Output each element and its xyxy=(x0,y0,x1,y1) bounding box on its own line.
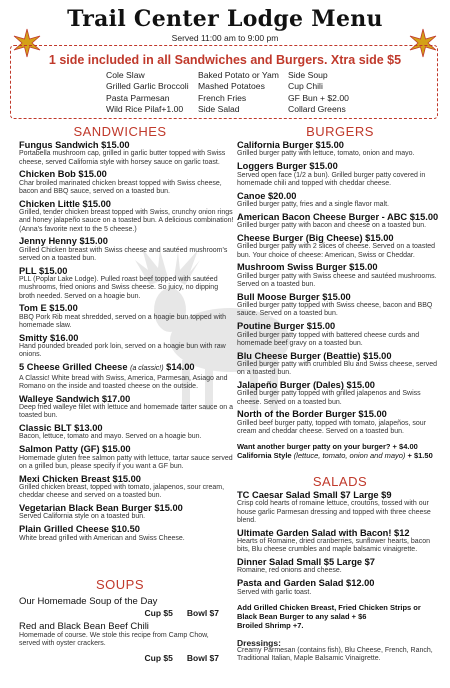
sandwiches-list xyxy=(19,140,234,545)
side-item: Collard Greens xyxy=(288,103,346,114)
dressings-list: Creamy Parmesan (contains fish), Blu Cheese, French, Ranch, Traditional Italian, Maple Balsamic Vinaigrette. xyxy=(237,647,433,663)
item-name xyxy=(19,362,234,374)
list-item xyxy=(19,333,234,360)
item-description: White bread grilled with American and Swiss Cheese. xyxy=(19,534,185,542)
item-description: Homemade gluten free salmon patty with lettuce, tartar sauce served on a grilled bun, please specify if you want a GF bun. xyxy=(19,454,233,470)
list-item xyxy=(19,503,234,522)
item-description: Hand pounded breaded pork loin, served on a hoagie bun with raw onions. xyxy=(19,343,226,359)
soups-list xyxy=(19,597,219,665)
cup-price: Cup $5 xyxy=(144,608,173,619)
item-description: PLL (Poplar Lake Lodge). Pulled roast beef topped with sautéed mushrooms, fried onions and Swiss cheese. So juicy, no dipping broth needed. Served on a hoagie bun. xyxy=(19,276,219,300)
list-item xyxy=(19,140,234,167)
item-description: Char broiled marinated chicken breast topped with Swiss cheese, bacon and BBQ sauce, served on a toasted bun. xyxy=(19,179,222,196)
list-item xyxy=(237,321,442,348)
item-description: Grilled burger patty topped with battered cheese curds and homemade beef gravy on a toasted bun. xyxy=(237,331,420,347)
side-item: Wild Rice Pilaf+1.00 xyxy=(106,103,184,114)
list-item xyxy=(19,474,234,501)
item-description: Grilled beef burger patty, topped with tomato, jalapeños, sour cream and cheddar cheese. Served on a toasted bun. xyxy=(237,419,426,436)
salads-header: SALADS xyxy=(312,474,368,489)
item-name: PLL $15.00 xyxy=(19,265,68,276)
item-name-text: 5 Cheese Grilled Cheese xyxy=(19,362,128,373)
list-item xyxy=(237,557,442,576)
list-item xyxy=(19,597,219,618)
sides-column-2 xyxy=(198,70,279,115)
item-name: Vegetarian Black Bean Burger $15.00 xyxy=(19,503,183,514)
side-item: GF Bun + $2.00 xyxy=(288,92,349,103)
item-name: Smitty $16.00 xyxy=(19,332,79,343)
sandwiches-header: SANDWICHES xyxy=(73,124,167,139)
item-name: Dinner Salad Small $5 Large $7 xyxy=(237,557,375,568)
item-name: Tom E $15.00 xyxy=(19,303,78,314)
addon-detail: (lettuce, tomato, onion and mayo) xyxy=(293,451,406,461)
list-item xyxy=(19,524,234,543)
side-item: French Fries xyxy=(198,92,247,103)
list-item xyxy=(237,351,442,378)
item-description: Deep fried walleye fillet with lettuce and homemade tarter sauce on a toasted bun. xyxy=(19,404,234,420)
list-item xyxy=(237,262,442,289)
side-item: Mashed Potatoes xyxy=(198,81,265,92)
item-name: Bull Moose Burger $15.00 xyxy=(237,291,351,302)
list-item xyxy=(237,578,442,597)
side-item: Grilled Garlic Broccoli xyxy=(106,81,189,92)
item-description: Romaine, red onions and cheese. xyxy=(237,567,342,575)
list-item xyxy=(237,140,442,159)
dressings-title: Dressings: xyxy=(237,637,281,648)
item-name: TC Caesar Salad Small $7 Large $9 xyxy=(237,490,392,500)
item-name: Our Homemade Soup of the Day xyxy=(19,596,158,607)
salad-addon xyxy=(237,603,442,630)
list-item xyxy=(237,191,442,210)
item-name: Jenny Henny $15.00 xyxy=(19,236,108,247)
list-item xyxy=(19,236,234,263)
item-description: Served California style on a toasted bun. xyxy=(19,513,146,521)
list-item xyxy=(237,292,442,319)
list-item xyxy=(237,161,442,188)
list-item xyxy=(19,622,219,663)
side-item: Cole Slaw xyxy=(106,70,145,80)
list-item xyxy=(19,169,234,196)
menu-hours: Served 11:00 am to 9:00 pm xyxy=(171,33,279,43)
item-description: Grilled burger patty with lettuce, tomato, onion and mayo. xyxy=(237,150,415,158)
item-description: Homemade of course. We stole this recipe from Camp Chow, served with oyster crackers. xyxy=(19,632,209,648)
item-name: Canoe $20.00 xyxy=(237,190,297,201)
item-name: California Burger $15.00 xyxy=(237,140,344,150)
item-description: Grilled burger patty, fries and a single flavor malt. xyxy=(237,201,389,209)
item-name: Blu Cheese Burger (Beattie) $15.00 xyxy=(237,350,392,361)
sides-column-3 xyxy=(288,70,349,115)
list-item xyxy=(19,199,234,234)
item-name: Chicken Bob $15.00 xyxy=(19,169,107,180)
item-name: Mexi Chicken Breast $15.00 xyxy=(19,473,141,484)
list-item xyxy=(237,490,442,525)
extra-patty-addon: Want another burger patty on your burger? + $4.00 xyxy=(237,442,418,452)
item-name: American Bacon Cheese Burger - ABC $15.00 xyxy=(237,211,439,222)
item-name: North of the Border Burger $15.00 xyxy=(237,409,387,420)
item-description: Hearts of Romaine, dried cranberries, sunflower hearts, bacon bits, Blu cheese crumbles and maple balsamic vinaigrette. xyxy=(237,538,430,554)
item-name: Cheese Burger (Big Cheese) $15.00 xyxy=(237,233,394,244)
list-item xyxy=(237,233,442,260)
salad-protein-addon: Add Grilled Chicken Breast, Fried Chicken Strips or Black Bean Burger to any salad + $6 xyxy=(237,602,421,621)
list-item xyxy=(237,380,442,407)
list-item xyxy=(19,423,234,442)
side-item: Side Salad xyxy=(198,103,240,114)
menu-title: Trail Center Lodge Menu xyxy=(67,6,383,32)
list-item xyxy=(19,444,234,471)
item-name: Mushroom Swiss Burger $15.00 xyxy=(237,262,378,273)
california-style-addon xyxy=(237,451,442,460)
burgers-list xyxy=(237,140,442,460)
item-name: Plain Grilled Cheese $10.50 xyxy=(19,524,140,535)
list-item xyxy=(19,266,234,301)
item-name: Jalapeño Burger (Dales) $15.00 xyxy=(237,380,375,391)
burger-addons xyxy=(237,442,442,460)
sides-headline: 1 side included in all Sandwiches and Burgers. Xtra side $5 xyxy=(48,53,402,67)
item-name: Walleye Sandwich $17.00 xyxy=(19,393,131,404)
cup-price: Cup $5 xyxy=(144,653,173,664)
item-note: (a classic!) xyxy=(130,365,164,373)
soup-prices xyxy=(19,609,219,617)
list-item xyxy=(237,409,442,436)
list-item xyxy=(19,303,234,330)
item-description: Grilled burger patty with crumbled Blu and Swiss cheese, served on a toasted bun. xyxy=(237,361,437,377)
item-description: Served with garlic toast. xyxy=(237,588,312,596)
item-description: Bacon, lettuce, tomato and mayo. Served on a hoagie bun. xyxy=(19,433,202,441)
burgers-header: BURGERS xyxy=(306,124,374,139)
item-description: Crisp cold hearts of romaine lettuce, croutons, tossed with our house garlic Parmesan dressing and topped with three cheese blend. xyxy=(237,500,431,524)
soup-prices xyxy=(19,654,219,662)
item-name: Red and Black Bean Beef Chili xyxy=(19,620,149,632)
addon-label: California Style xyxy=(237,451,294,461)
item-description: Grilled Chicken breast with Swiss cheese and sautéed mushroom's served on a toasted bun. xyxy=(19,246,228,263)
side-item: Cup Chili xyxy=(288,81,323,92)
item-description: Grilled burger patty topped with grilled jalapenos and Swiss cheese. Served on a toasted bun. xyxy=(237,390,421,406)
list-item xyxy=(19,394,234,421)
item-price: $14.00 xyxy=(166,362,195,373)
item-name: Fungus Sandwich $15.00 xyxy=(19,140,130,150)
item-name: Loggers Burger $15.00 xyxy=(237,161,338,172)
side-item: Pasta Parmesan xyxy=(106,92,170,103)
bowl-price: Bowl $7 xyxy=(186,653,219,664)
side-item: Side Soup xyxy=(288,70,328,80)
shrimp-addon: Broiled Shrimp +7. xyxy=(237,620,304,630)
item-description: Grilled burger patty with 2 slices of cheese. Served on a toasted bun. Your choice of cheese: American, Swiss or Cheddar. xyxy=(237,243,436,259)
item-name: Pasta and Garden Salad $12.00 xyxy=(237,578,375,589)
addon-price: + $1.50 xyxy=(405,451,433,461)
item-name: Chicken Little $15.00 xyxy=(19,198,111,209)
list-item xyxy=(237,212,442,231)
item-description: A Classic! White bread with Swiss, America, Parmesan, Asiago and Romano on the inside and toasted cheese on the outside. xyxy=(19,374,228,390)
list-item xyxy=(19,362,234,391)
bowl-price: Bowl $7 xyxy=(186,608,219,619)
item-name: Poutine Burger $15.00 xyxy=(237,321,336,332)
list-item xyxy=(237,528,442,555)
item-description: Portabella mushroom cap, grilled in garlic butter topped with Swiss cheese, served California style with horsey sauce on garlic toast. xyxy=(19,150,226,166)
item-name: Salmon Patty (GF) $15.00 xyxy=(19,444,131,455)
item-description: Grilled chicken breast, topped with tomato, jalapenos, sour cream, cheddar cheese and served on a toasted bun. xyxy=(19,484,225,500)
item-description: Grilled burger patty topped with Swiss cheese, bacon and BBQ sauce. Served on a toasted bun. xyxy=(237,302,433,318)
item-description: Grilled burger patty with Swiss cheese and sautéed mushrooms. Served on a toasted bun. xyxy=(237,272,437,289)
salads-list xyxy=(237,490,442,663)
soups-header: SOUPS xyxy=(95,577,144,592)
item-description: Served open face (1/2 a bun). Grilled burger patty covered in homemade chili and topped with cheddar cheese. xyxy=(237,171,426,187)
item-name: Ultimate Garden Salad with Bacon! $12 xyxy=(237,527,410,538)
sides-column-1 xyxy=(106,70,189,115)
item-description: Grilled burger patty with bacon and cheese on a toasted bun. xyxy=(237,222,427,230)
item-description: BBQ Pork Rib meat shredded, served on a hoagie bun topped with homemade slaw. xyxy=(19,313,227,330)
side-item: Baked Potato or Yam xyxy=(198,70,279,80)
item-description: Grilled, tender chicken breast topped with Swiss, crunchy onion rings and honey jalapeño sauce on a toasted bun. A delicious combination! (Anna's favorite next to the 5 cheese.) xyxy=(19,209,234,233)
item-name: Classic BLT $13.00 xyxy=(19,423,103,434)
